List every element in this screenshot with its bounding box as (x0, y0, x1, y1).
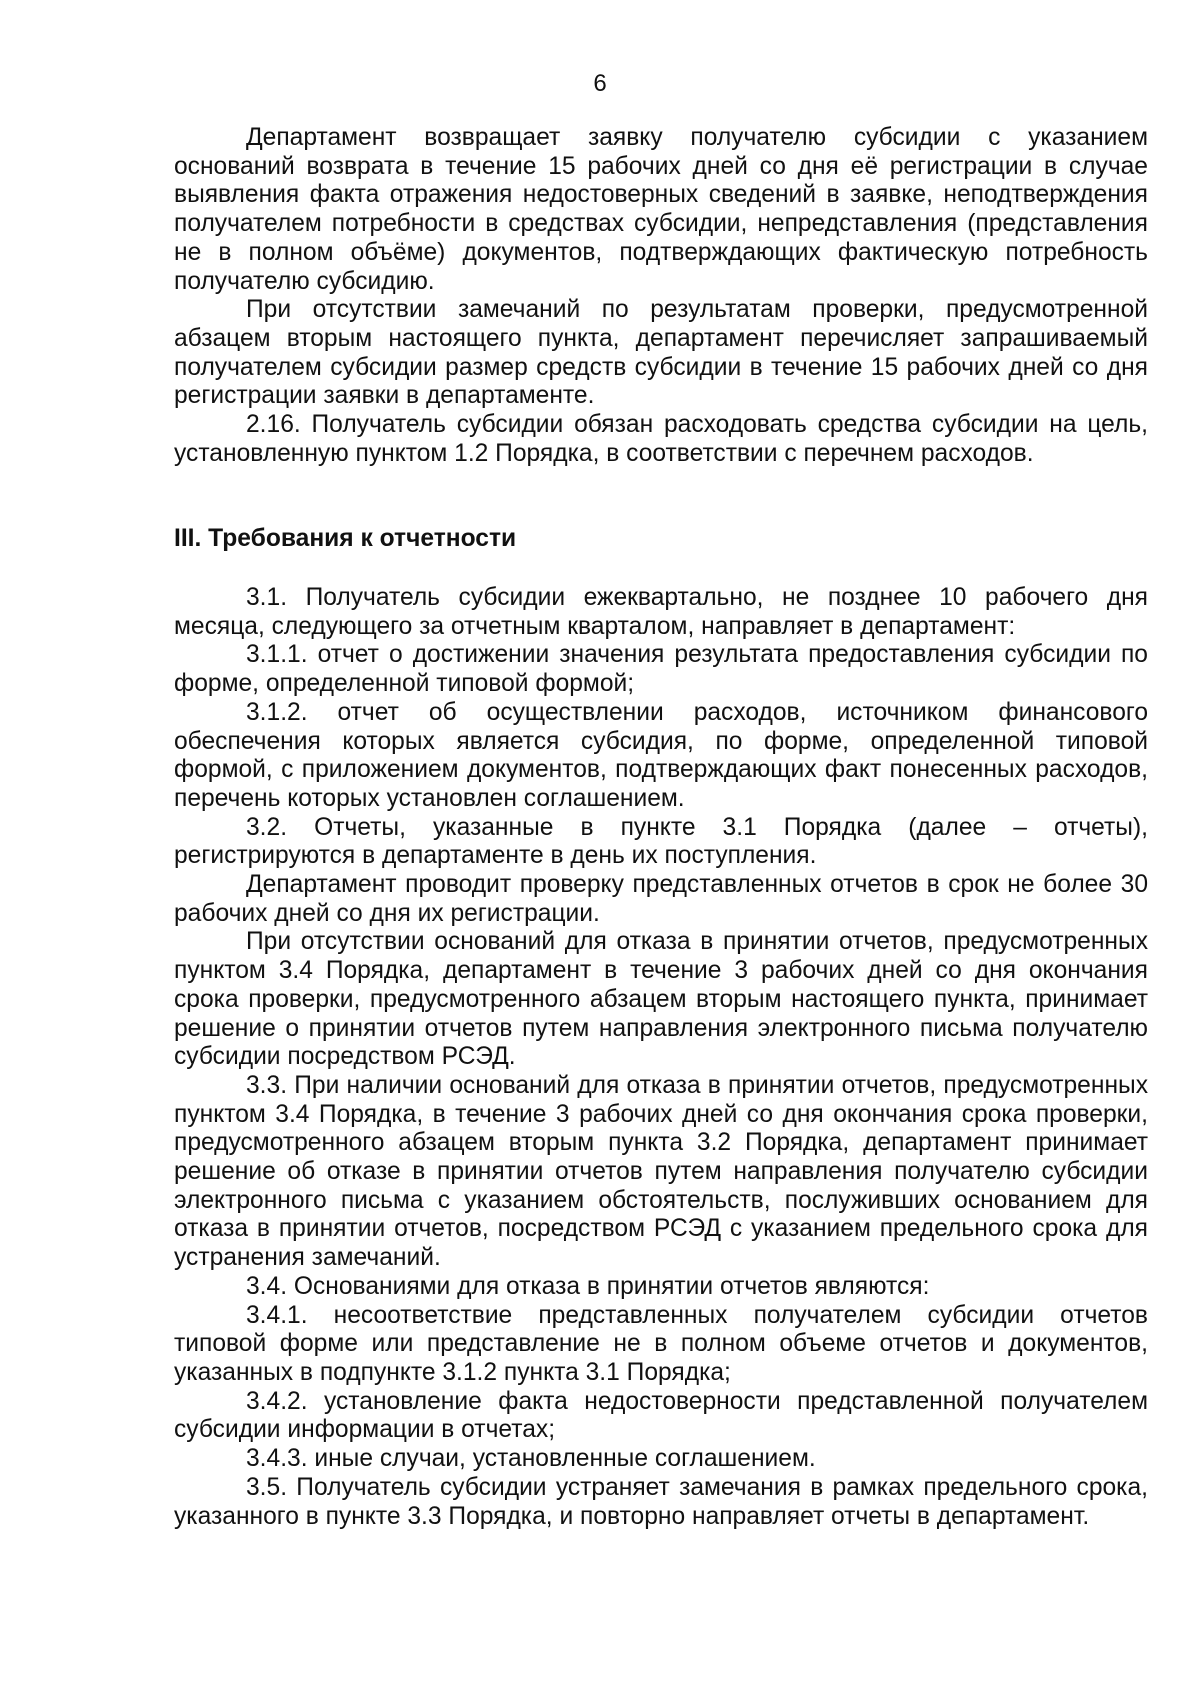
paragraph: 3.1. Получатель субсидии ежеквартально, не позднее 10 рабочего дня месяца, следующего за отчетным кварталом, направляет в департамент: (174, 584, 1148, 640)
paragraph: 2.16. Получатель субсидии обязан расходовать средства субсидии на цель, установленную пунктом 1.2 Порядка, в соответствии с перечнем расходов. (174, 411, 1148, 467)
paragraph: При отсутствии замечаний по результатам проверки, предусмотренной абзацем вторым настоящего пункта, департамент перечисляет запрашиваемый получателем субсидии размер средств субсидии в течение 15 рабочих дней со дня регистрации заявки в департаменте. (174, 296, 1148, 410)
paragraph: При отсутствии оснований для отказа в принятии отчетов, предусмотренных пунктом 3.4 Порядка, департамент в течение 3 рабочих дней со дня окончания срока проверки, предусмотренного абзацем вторым настоящего пункта, принимает решение о принятии отчетов путем направления электронного письма получателю субсидии посредством РСЭД. (174, 928, 1148, 1071)
section-heading-block (174, 525, 1148, 554)
paragraph: Департамент возвращает заявку получателю субсидии с указанием оснований возврата в течение 15 рабочих дней со дня её регистрации в случае выявления факта отражения недостоверных сведений в заявке, неподтверждения получателем потребности в средствах субсидии, непредставления (представления не в полном объёме) документов, подтверждающих фактическую потребность получателю субсидию. (174, 124, 1148, 295)
paragraph: 3.3. При наличии оснований для отказа в принятии отчетов, предусмотренных пунктом 3.4 Порядка, в течение 3 рабочих дней со дня окончания срока проверки, предусмотренного абзацем вторым пункта 3.2 Порядка, департамент принимает решение об отказе в принятии отчетов путем направления получателю субсидии электронного письма с указанием обстоятельств, послуживших основанием для отказа в принятии отчетов, посредством РСЭД с указанием предельного срока для устранения замечаний. (174, 1071, 1148, 1272)
page-number: 6 (593, 70, 607, 97)
paragraph: 3.4.1. несоответствие представленных получателем субсидии отчетов типовой форме или представление не в полном объеме отчетов и документов, указанных в подпункте 3.1.2 пункта 3.1 Порядка; (174, 1301, 1148, 1386)
paragraph: 3.2. Отчеты, указанные в пункте 3.1 Порядка (далее – отчеты), регистрируются в департаменте в день их поступления. (174, 813, 1148, 870)
section-heading: III. Требования к отчетности (174, 525, 517, 552)
text-block-bottom (174, 584, 1148, 1531)
paragraph: 3.4.3. иные случаи, установленные соглашением. (246, 1445, 816, 1473)
paragraph: 3.1.1. отчет о достижении значения результата предоставления субсидии по форме, определенной типовой формой; (174, 641, 1148, 698)
paragraph: 3.4. Основаниями для отказа в принятии отчетов являются: (246, 1272, 930, 1300)
paragraph: 3.1.2. отчет об осуществлении расходов, источником финансового обеспечения которых является субсидия, по форме, определенной типовой формой, с приложением документов, подтверждающих факт понесенных расходов, перечень которых установлен соглашением. (174, 698, 1148, 812)
text-block-top (174, 124, 1148, 468)
paragraph: Департамент проводит проверку представленных отчетов в срок не более 30 рабочих дней со дня их регистрации. (174, 871, 1148, 927)
paragraph: 3.4.2. установление факта недостоверности представленной получателем субсидии информации в отчетах; (174, 1387, 1148, 1444)
paragraph: 3.5. Получатель субсидии устраняет замечания в рамках предельного срока, указанного в пункте 3.3 Порядка, и повторно направляет отчеты в департамент. (174, 1473, 1148, 1530)
